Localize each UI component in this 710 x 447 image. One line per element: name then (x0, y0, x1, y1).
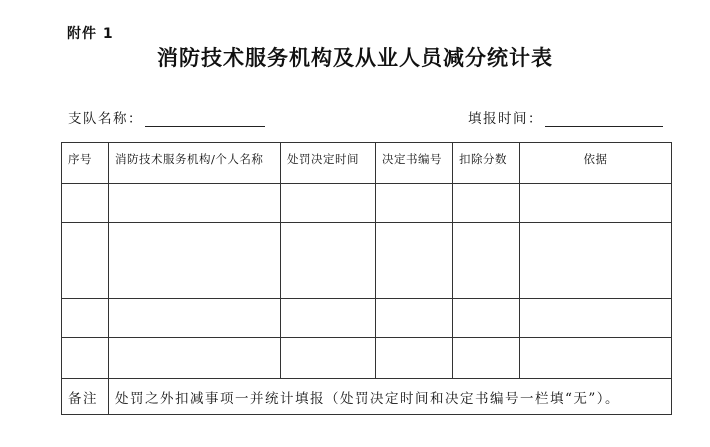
remark-row (62, 379, 672, 415)
remark-text: 处罚之外扣减事项一并统计填报（处罚决定时间和决定书编号一栏填“无”）。 (109, 379, 672, 415)
header-decision-time: 处罚决定时间 (281, 143, 376, 184)
fill-time-label: 填报时间： (468, 111, 543, 127)
table-row (62, 223, 672, 299)
table-row (62, 338, 672, 379)
table-row (62, 299, 672, 338)
header-index: 序号 (62, 143, 109, 184)
fill-time-field (468, 107, 663, 127)
unit-name-label: 支队名称： (68, 111, 143, 127)
stats-table (61, 142, 672, 415)
header-decision-number: 决定书编号 (376, 143, 453, 184)
table-header-row (62, 143, 672, 184)
fill-time-blank[interactable] (545, 112, 663, 127)
remark-label: 备注 (62, 379, 109, 415)
attachment-label: 附件 1 (67, 26, 114, 42)
header-deducted-points: 扣除分数 (453, 143, 520, 184)
header-basis: 依据 (520, 143, 672, 184)
header-name: 消防技术服务机构/个人名称 (109, 143, 281, 184)
table-row (62, 184, 672, 223)
page-title: 消防技术服务机构及从业人员减分统计表 (157, 46, 553, 70)
unit-name-field (68, 107, 265, 127)
unit-name-blank[interactable] (145, 112, 265, 127)
